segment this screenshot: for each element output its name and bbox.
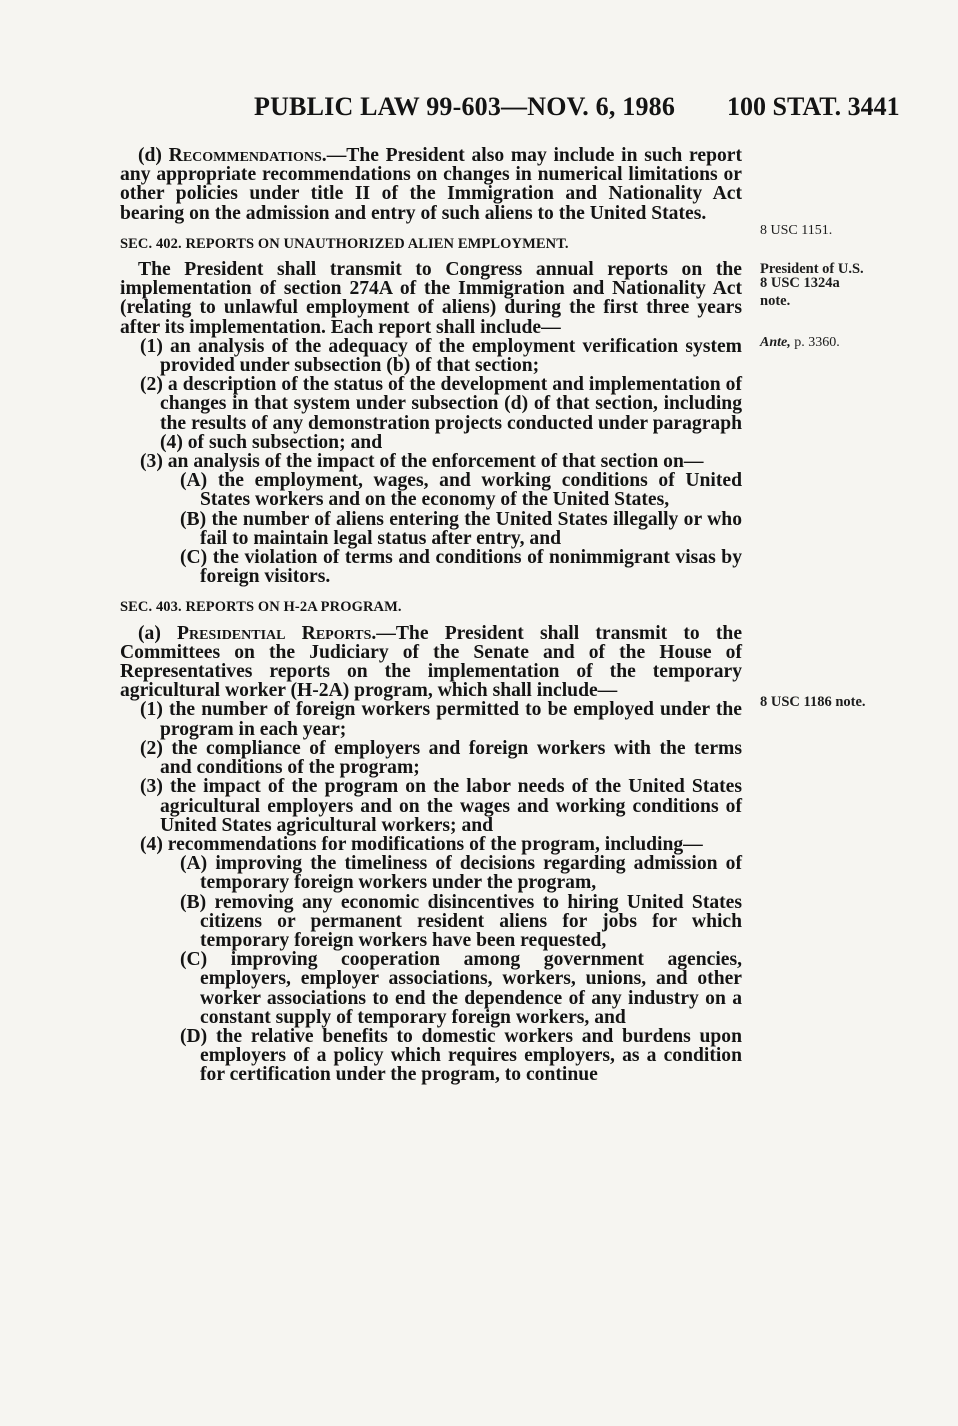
section-402-item: (3) an analysis of the impact of the enforcement of that section on— xyxy=(140,451,704,473)
paragraph-recommendations xyxy=(120,146,742,223)
section-403-heading: SEC. 403. REPORTS ON H-2A PROGRAM. xyxy=(120,599,402,616)
margin-note-president-3: note. xyxy=(760,293,791,309)
margin-note-ante xyxy=(760,336,840,350)
section-403-subitem: (C) improving cooperation among government agencies, employers, employer associations, workers, unions, and other worker associations to end the dependence of any industry on a constant supply of temporary foreign workers, and xyxy=(180,949,742,1028)
section-402-subitem: (C) the violation of terms and conditions of nonimmigrant visas by foreign visitors. xyxy=(180,547,742,588)
recommendations-label: Recommendations xyxy=(168,145,322,166)
recommendations-prefix: (d) xyxy=(138,145,169,166)
section-402-subitem: (A) the employment, wages, and working conditions of United States workers and on the economy of the United States, xyxy=(180,470,742,511)
margin-note-usc-1186: 8 USC 1186 note. xyxy=(760,694,866,710)
page-title: PUBLIC LAW 99-603—NOV. 6, 1986 xyxy=(254,92,676,121)
section-403-item: (1) the number of foreign workers permitted to be employed under the program in each year; xyxy=(140,699,742,740)
recommendations-text: .—The President also may include in such report any appropriate recommendations on changes in numerical limitations or other policies under title II of the Immigration and Nationality Act bearing on the admission and entry of such aliens to the United States. xyxy=(120,145,742,224)
margin-note-president-1: President of U.S. xyxy=(760,261,864,277)
presidential-reports-text: .—The President shall transmit to the Committees on the Judiciary of the Senate and of the House of Representatives reports on the implementation of the temporary agricultural worker (H-2A) program, which shall include— xyxy=(120,622,743,702)
section-402-subitem: (B) the number of aliens entering the United States illegally or who fail to maintain legal status after entry, and xyxy=(180,508,742,549)
presidential-reports-prefix: (a) xyxy=(138,622,178,644)
main-text-column xyxy=(120,146,742,1085)
running-head xyxy=(0,92,958,126)
section-402-item: (1) an analysis of the adequacy of the employment verification system provided under subsection (b) of that section; xyxy=(140,335,742,377)
ante-italic: Ante, xyxy=(760,335,791,350)
margin-note-usc-1151: 8 USC 1151. xyxy=(760,223,833,238)
statute-page-number: 100 STAT. 3441 xyxy=(727,92,900,121)
margin-note-president-2: 8 USC 1324a xyxy=(760,275,840,291)
section-402-item: (2) a description of the status of the development and implementation of changes in that system under subsection (d) of that section, including the results of any demonstration projects conducted under paragraph (4) of such subsection; and xyxy=(140,374,742,453)
paragraph-presidential-reports xyxy=(120,624,742,701)
ante-page: p. 3360. xyxy=(790,335,840,350)
presidential-reports-label: Presidential Reports xyxy=(177,622,372,644)
section-403-item: (2) the compliance of employers and foreign workers with the terms and conditions of the program; xyxy=(140,737,742,779)
section-402-text: The President shall transmit to Congress annual reports on the implementation of section 274A of the Immigration and Nationality Act (relating to unlawful employment of aliens) during the first three years after its implementation. Each report shall include— xyxy=(120,259,742,338)
section-403-subitem: (D) the relative benefits to domestic workers and burdens upon employers of a policy which requires employers, as a condition for certification under the program, to continue xyxy=(180,1025,742,1086)
section-402-heading: SEC. 402. REPORTS ON UNAUTHORIZED ALIEN EMPLOYMENT. xyxy=(120,235,569,252)
section-403-subitem: (A) improving the timeliness of decisions regarding admission of temporary foreign workers under the program, xyxy=(180,853,742,894)
section-403-item: (3) the impact of the program on the labor needs of the United States agricultural employers and on the wages and working conditions of United States agricultural workers; and xyxy=(140,776,742,836)
section-403-subitem: (B) removing any economic disincentives to hiring United States citizens or permanent resident aliens for jobs for which temporary foreign workers have been requested, xyxy=(180,891,742,951)
section-403-item: (4) recommendations for modifications of the program, including— xyxy=(140,833,703,855)
